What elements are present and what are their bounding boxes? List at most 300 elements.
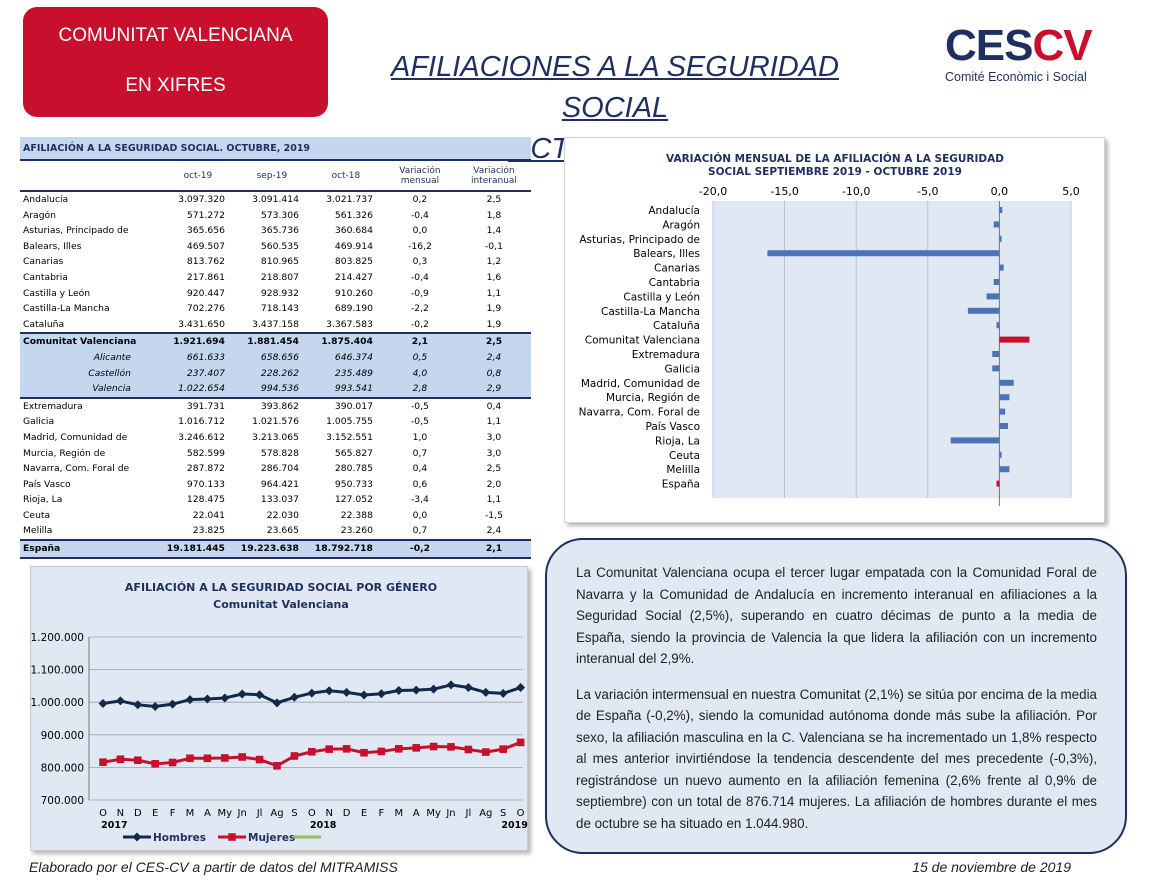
- data-point: [377, 689, 386, 698]
- data-point: [151, 702, 160, 711]
- data-point: [151, 760, 159, 768]
- data-point: [308, 748, 316, 756]
- table-cell: 565.827: [334, 447, 373, 459]
- table-row: [20, 286, 531, 302]
- data-point: [516, 683, 525, 692]
- x-tick-label: M: [185, 808, 195, 819]
- region-badge: [23, 7, 328, 117]
- table-cell: 2,1: [457, 540, 531, 558]
- table-cell: 23.825: [192, 525, 225, 537]
- bar: [999, 265, 1003, 271]
- category-label: Melilla: [666, 464, 700, 477]
- data-point: [343, 745, 351, 753]
- table-cell: 23.665: [266, 525, 299, 537]
- table-cell: 3,0: [486, 431, 502, 443]
- table-cell: 0,7: [412, 525, 428, 537]
- table-cell: 128.475: [186, 494, 225, 506]
- table-cell: -0,4: [410, 271, 429, 283]
- data-point: [342, 688, 351, 697]
- row-label: Ceuta: [23, 509, 51, 521]
- table-cell: 970.133: [186, 478, 225, 490]
- table-cell: 2,5: [486, 194, 502, 205]
- data-point: [256, 756, 264, 764]
- bar: [999, 380, 1013, 386]
- data-point: [99, 758, 107, 766]
- bar: [994, 279, 1000, 285]
- table-cell: 365.736: [260, 225, 299, 237]
- data-point: [220, 693, 229, 702]
- gender-affiliation-chart: [30, 566, 528, 851]
- table-cell: 658.656: [235, 350, 309, 366]
- data-point: [394, 686, 403, 695]
- data-point: [465, 746, 473, 754]
- row-label: Valencia: [20, 381, 161, 398]
- bar: [987, 293, 1000, 299]
- table-cell: 22.041: [192, 509, 225, 521]
- table-cell: 393.862: [235, 398, 309, 415]
- badge-line1: COMUNITAT VALENCIANA: [58, 25, 293, 46]
- table-cell: 3.021.737: [326, 194, 373, 205]
- row-label: Rioja, La: [23, 494, 63, 506]
- data-point: [429, 685, 438, 694]
- data-point: [168, 700, 177, 709]
- x-tick-label: F: [378, 808, 385, 819]
- table-cell: 237.407: [161, 366, 235, 382]
- data-point: [499, 689, 508, 698]
- category-label: Canarias: [654, 262, 700, 275]
- table-cell: 1.875.404: [309, 333, 383, 350]
- table-cell: 0,4: [412, 463, 428, 475]
- table-cell: 560.535: [260, 240, 299, 252]
- table-cell: 18.792.718: [309, 540, 383, 558]
- row-label: Castilla-La Mancha: [23, 303, 110, 315]
- table-cell: 803.825: [334, 256, 373, 268]
- table-row: [20, 492, 531, 508]
- data-point: [360, 749, 368, 757]
- x-tick-label: M: [394, 808, 404, 819]
- table-cell: 573.306: [260, 209, 299, 221]
- category-label: Balears, Illes: [633, 248, 700, 261]
- category-label: Comunitat Valenciana: [584, 334, 700, 347]
- data-point: [204, 754, 212, 762]
- bar: [767, 250, 999, 256]
- table-cell: 0,7: [412, 447, 428, 459]
- x-tick-label: F: [169, 808, 176, 819]
- table-cell: 365.656: [186, 225, 225, 237]
- data-point: [255, 690, 264, 699]
- table-cell: 1,9: [486, 318, 502, 330]
- table-cell: 287.872: [186, 463, 225, 475]
- table-cell: 0,6: [412, 478, 428, 490]
- data-point: [395, 745, 403, 753]
- table-cell: 2,9: [457, 381, 531, 398]
- table-cell: 235.489: [309, 366, 383, 382]
- data-point: [221, 754, 229, 762]
- line-chart-title: AFILIACIÓN A LA SEGURIDAD SOCIAL POR GÉNERO: [124, 581, 438, 594]
- data-point: [273, 698, 282, 707]
- table-cell: 718.143: [260, 303, 299, 315]
- table-cell: 910.260: [334, 287, 373, 299]
- table-cell: 1,6: [486, 271, 502, 283]
- table-cell: 920.447: [186, 287, 225, 299]
- row-label: Murcia, Región de: [23, 447, 106, 459]
- row-label: Navarra, Com. Foral de: [23, 463, 130, 475]
- data-point: [290, 693, 299, 702]
- table-row: [20, 270, 531, 286]
- table-cell: 2,4: [457, 350, 531, 366]
- table-cell: 1,9: [486, 303, 502, 315]
- table-cell: 571.272: [186, 209, 225, 221]
- title-line1: AFILIACIONES A LA SEGURIDAD SOCIAL: [391, 51, 839, 124]
- y-tick-label: 800.000: [40, 762, 84, 775]
- table-cell: 4,0: [383, 366, 457, 382]
- bar: [999, 207, 1002, 213]
- row-label: Aragón: [23, 209, 56, 221]
- row-label: Galicia: [23, 416, 55, 428]
- table-cell: 1.021.576: [252, 416, 299, 428]
- bar-chart-title-line1: VARIACIÓN MENSUAL DE LA AFILIACIÓN A LA SEGURIDAD: [666, 153, 1004, 165]
- table-row: [20, 414, 531, 430]
- table-row: [20, 446, 531, 462]
- bar: [968, 308, 1000, 314]
- table-row: [20, 223, 531, 239]
- data-point: [133, 700, 142, 709]
- col-header: sep-19: [235, 161, 309, 191]
- data-point: [517, 739, 525, 747]
- table-cell: 3.213.065: [252, 431, 299, 443]
- table-row: [20, 523, 531, 540]
- logo-subtitle: Comité Econòmic i Social: [945, 70, 1087, 84]
- line-chart-subtitle: Comunitat Valenciana: [213, 598, 349, 611]
- data-point: [134, 756, 142, 764]
- row-label: Madrid, Comunidad de: [23, 431, 128, 443]
- row-label: País Vasco: [23, 478, 71, 490]
- table-cell: 2,0: [486, 478, 502, 490]
- table-cell: 1,1: [486, 494, 502, 506]
- line-chart-svg: [31, 567, 529, 852]
- table-cell: 928.932: [260, 287, 299, 299]
- monthly-variation-chart: [564, 137, 1105, 523]
- row-label: Castilla y León: [23, 287, 91, 299]
- table-cell: 280.785: [334, 463, 373, 475]
- category-label: Cataluña: [653, 320, 700, 333]
- table-cell: 1,4: [486, 225, 502, 237]
- col-header: [20, 161, 161, 191]
- table-cell: 228.262: [235, 366, 309, 382]
- table-cell: 391.731: [161, 398, 235, 415]
- data-point: [447, 680, 456, 689]
- col-header: Variación mensual: [383, 161, 457, 191]
- table-cell: 218.807: [260, 271, 299, 283]
- y-tick-label: 1.000.000: [31, 697, 84, 710]
- table-cell: 19.223.638: [235, 540, 309, 558]
- x-tick-label: S: [500, 808, 507, 819]
- bar: [951, 437, 1000, 443]
- badge-line2: EN XIFRES: [125, 75, 226, 96]
- data-point: [307, 689, 316, 698]
- data-point: [117, 755, 125, 763]
- row-label: Alicante: [20, 350, 161, 366]
- table-cell: 469.507: [186, 240, 225, 252]
- table-cell: -2,2: [410, 303, 429, 315]
- data-point: [412, 686, 421, 695]
- category-label: Asturias, Principado de: [579, 233, 700, 246]
- table-cell: 1.022.654: [161, 381, 235, 398]
- legend-label: Hombres: [153, 832, 207, 844]
- table-cell: -16,2: [408, 240, 432, 252]
- summary-panel: [545, 538, 1127, 854]
- category-label: Cantabria: [648, 277, 700, 289]
- logo-cv: CV: [1032, 21, 1092, 70]
- table-cell: 390.017: [309, 398, 383, 415]
- table-cell: 0,0: [412, 509, 428, 521]
- x-tick-label: Jl: [256, 808, 263, 819]
- x-tick-label: S: [291, 808, 298, 819]
- x-tick-label: My: [217, 808, 233, 819]
- publication-date: 15 de noviembre de 2019: [912, 859, 1071, 875]
- bar: [999, 452, 1001, 458]
- category-label: Castilla y León: [623, 291, 700, 304]
- table-cell: 23.260: [340, 525, 373, 537]
- table-cell: 993.541: [309, 381, 383, 398]
- col-header: Variación interanual: [457, 161, 531, 191]
- table-row: [20, 191, 531, 208]
- table-row: [20, 317, 531, 334]
- x-tick-label: Ag: [479, 808, 493, 819]
- category-label: Ceuta: [669, 449, 700, 462]
- bar: [992, 365, 999, 371]
- x-tick-label: Jn: [237, 808, 247, 819]
- row-label: Cataluña: [23, 318, 65, 330]
- table-cell: 1,1: [486, 416, 502, 428]
- table-cell: 810.965: [260, 256, 299, 268]
- x-tick-label: O: [516, 808, 525, 819]
- bar: [999, 236, 1001, 242]
- x-tick-label: 5,0: [1062, 185, 1080, 198]
- category-label: Rioja, La: [655, 435, 700, 448]
- table-cell: 813.762: [186, 256, 225, 268]
- bar: [999, 337, 1029, 343]
- x-tick-label: O: [307, 808, 316, 819]
- table-row: [20, 239, 531, 255]
- table-row: [20, 540, 531, 558]
- y-tick-label: 1.200.000: [31, 632, 84, 644]
- table-row: [20, 508, 531, 524]
- table-cell: 1.881.454: [235, 333, 309, 350]
- row-label: Balears, Illes: [23, 240, 82, 252]
- data-point: [378, 748, 386, 756]
- data-point: [186, 695, 195, 704]
- data-point: [499, 745, 507, 753]
- table-cell: -0,5: [383, 398, 457, 415]
- table-cell: 646.374: [309, 350, 383, 366]
- affiliation-table: [20, 137, 531, 559]
- category-label: País Vasco: [645, 421, 700, 433]
- data-point: [447, 743, 455, 751]
- table-cell: -0,4: [410, 209, 429, 221]
- category-label: Madrid, Comunidad de: [580, 377, 700, 390]
- bar: [992, 351, 999, 357]
- table-cell: -0,5: [410, 416, 429, 428]
- table-cell: 661.633: [161, 350, 235, 366]
- table-cell: 561.326: [334, 209, 373, 221]
- x-tick-label: N: [325, 808, 333, 819]
- category-label: Navarra, Com. Foral de: [578, 406, 700, 419]
- data-point: [464, 683, 473, 692]
- table-row: [20, 398, 531, 415]
- table-cell: -0,1: [484, 240, 503, 252]
- x-tick-label: My: [426, 808, 441, 819]
- y-tick-label: 700.000: [40, 795, 84, 807]
- table-cell: 133.037: [260, 494, 299, 506]
- table-title: AFILIACIÓN A LA SEGURIDAD SOCIAL. OCTUBRE, 2019: [20, 137, 531, 161]
- table-row: [20, 430, 531, 446]
- table-cell: 3.246.612: [178, 431, 225, 443]
- table-cell: 0,2: [412, 194, 428, 205]
- summary-paragraph-2: La variación intermensual en nuestra Comunitat (2,1%) se sitúa por encima de la media de España (-0,2%), siendo la comunidad autónoma donde más sube la afiliación. Por sexo, la afiliación masculina en la C. Valenciana se ha incrementado un 1,8% respecto al mes anterior invirtiéndose la tendencia descendente del mes precedente (-0,3%), registrándose un nuevo aumento en la afiliación femenina (2,6% frente al 0,9% de septiembre) con un total de 876.714 mujeres. La afiliación de hombres durante el mes de octubre se ha situado en 1.044.980.: [576, 686, 1097, 831]
- table-cell: 578.828: [260, 447, 299, 459]
- table-cell: 3.431.650: [178, 318, 225, 330]
- data-point: [412, 744, 420, 752]
- x-tick-label: E: [360, 808, 368, 819]
- source-note: Elaborado por el CES-CV a partir de datos del MITRAMISS: [29, 859, 398, 875]
- table-row: [20, 381, 531, 398]
- category-label: Extremadura: [631, 349, 700, 361]
- y-tick-label: 1.100.000: [31, 664, 84, 677]
- data-point: [186, 754, 194, 762]
- data-point: [238, 753, 246, 761]
- table-cell: 22.388: [340, 509, 373, 521]
- table-cell: 0,8: [457, 366, 531, 382]
- table-cell: 0,4: [457, 398, 531, 415]
- table-cell: 2,1: [383, 333, 457, 350]
- table-cell: -0,2: [410, 318, 429, 330]
- cescv-logo: [945, 22, 1105, 92]
- table-cell: 2,4: [486, 525, 502, 537]
- table-cell: 1,8: [486, 209, 502, 221]
- table-cell: 689.190: [334, 303, 373, 315]
- bar: [997, 322, 1000, 328]
- row-label: Canarias: [23, 256, 64, 268]
- bar-chart-title-line2: SOCIAL SEPTIEMBRE 2019 - OCTUBRE 2019: [708, 166, 962, 178]
- table-cell: 994.536: [235, 381, 309, 398]
- y-tick-label: 900.000: [40, 729, 84, 742]
- x-tick-label: 0,0: [990, 185, 1009, 198]
- legend-marker: [133, 833, 142, 842]
- table-cell: 3.367.583: [326, 318, 373, 330]
- table-cell: 2,8: [383, 381, 457, 398]
- bar: [997, 481, 1000, 487]
- bar: [999, 466, 1009, 472]
- table-cell: 286.704: [260, 463, 299, 475]
- data-point: [169, 759, 177, 767]
- table-cell: 964.421: [260, 478, 299, 490]
- table-cell: -3,4: [410, 494, 429, 506]
- table-cell: 1.016.712: [178, 416, 225, 428]
- legend-label: Mujeres: [248, 832, 296, 844]
- col-header: oct-19: [161, 161, 235, 191]
- table-cell: 950.733: [334, 478, 373, 490]
- table-cell: 3,0: [486, 447, 502, 459]
- bar: [999, 394, 1009, 400]
- row-label: Cantabria: [23, 271, 68, 283]
- table-cell: 360.684: [334, 225, 373, 237]
- category-label: Andalucía: [648, 205, 700, 217]
- x-tick-label: A: [203, 808, 211, 819]
- x-tick-label: Jn: [446, 808, 456, 819]
- table-row: [20, 333, 531, 350]
- x-tick-label: D: [133, 808, 142, 819]
- plot-area: [713, 201, 1071, 498]
- table-cell: 127.052: [334, 494, 373, 506]
- data-point: [273, 762, 281, 770]
- table-cell: 217.861: [186, 271, 225, 283]
- category-label: Castilla-La Mancha: [601, 305, 700, 318]
- category-label: España: [661, 478, 700, 491]
- data-point: [430, 743, 438, 751]
- table-row: [20, 208, 531, 224]
- row-label: Melilla: [23, 525, 53, 537]
- year-label: 2017: [101, 820, 128, 831]
- table-cell: 3.437.158: [252, 318, 299, 330]
- table-row: [20, 350, 531, 366]
- x-tick-label: Ag: [270, 808, 284, 819]
- table-cell: 469.914: [334, 240, 373, 252]
- table-cell: 0,0: [412, 225, 428, 237]
- row-label: Andalucía: [23, 194, 69, 205]
- data-point: [99, 699, 108, 708]
- bar: [999, 409, 1005, 415]
- table-cell: 702.276: [186, 303, 225, 315]
- bar: [994, 221, 1000, 227]
- bar: [999, 423, 1008, 429]
- data-point: [481, 688, 490, 697]
- table-cell: 582.599: [186, 447, 225, 459]
- table-cell: 1.921.694: [161, 333, 235, 350]
- table-cell: 3.152.551: [326, 431, 373, 443]
- logo-ces: CES: [945, 21, 1033, 70]
- x-tick-label: E: [152, 808, 159, 819]
- table-cell: 22.030: [266, 509, 299, 521]
- table-cell: 2,5: [457, 333, 531, 350]
- category-label: Aragón: [662, 219, 700, 232]
- table-cell: 3.097.320: [178, 194, 225, 205]
- data-point: [325, 686, 334, 695]
- table-cell: 214.427: [334, 271, 373, 283]
- data-point: [116, 696, 125, 705]
- x-tick-label: O: [99, 808, 107, 819]
- table-cell: -0,2: [383, 540, 457, 558]
- table-row: [20, 366, 531, 382]
- x-tick-label: -15,0: [770, 185, 799, 198]
- table-row: [20, 477, 531, 493]
- year-label: 2019: [501, 820, 528, 831]
- table-cell: 3.091.414: [252, 194, 299, 205]
- table-cell: -0,9: [410, 287, 429, 299]
- row-label: Extremadura: [20, 398, 161, 415]
- col-header: oct-18: [309, 161, 383, 191]
- data-point: [360, 691, 369, 700]
- data-point: [482, 748, 490, 756]
- table-cell: 0,5: [383, 350, 457, 366]
- summary-paragraph-1: La Comunitat Valenciana ocupa el tercer lugar empatada con la Comunidad Foral de Navarra y la Comunidad de Andalucía en incremento interanual en afiliaciones a la Seguridad Social (2,5%), superando en cuatro décimas de punto a la media de España, siendo la provincia de Valencia la que lidera la afiliación con un incremento interanual del 2,9%.: [576, 565, 1097, 666]
- x-tick-label: -10,0: [841, 185, 871, 198]
- row-label: Comunitat Valenciana: [20, 333, 161, 350]
- table-cell: 2,5: [486, 463, 502, 475]
- table-cell: 1.005.755: [326, 416, 373, 428]
- table-cell: 19.181.445: [161, 540, 235, 558]
- row-label: España: [20, 540, 161, 558]
